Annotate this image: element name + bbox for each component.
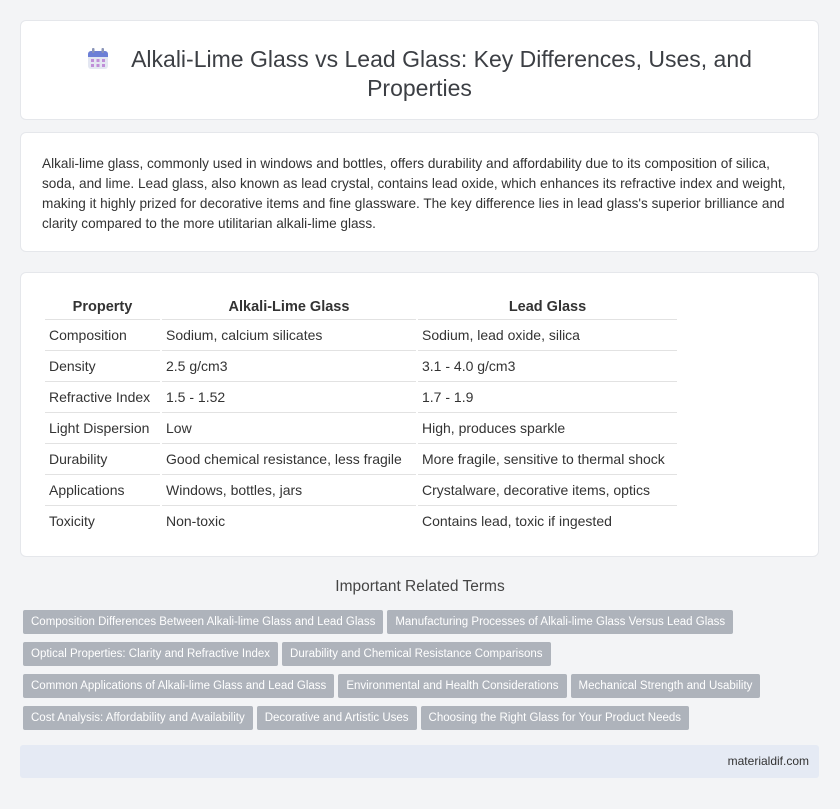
intro-card (20, 132, 819, 252)
cell-alkali-lime: Windows, bottles, jars (162, 475, 416, 506)
table-row (45, 506, 677, 536)
cell-property: Composition (45, 320, 160, 351)
footer (20, 745, 819, 778)
related-term-tag[interactable]: Durability and Chemical Resistance Comparisons (282, 642, 550, 666)
related-term-tag[interactable]: Cost Analysis: Affordability and Availability (23, 706, 253, 730)
related-term-tag[interactable]: Environmental and Health Considerations (338, 674, 566, 698)
related-terms-list (23, 610, 803, 738)
table-header-row (45, 295, 677, 320)
table-row (45, 351, 677, 382)
cell-property: Applications (45, 475, 160, 506)
related-term-tag[interactable]: Choosing the Right Glass for Your Product Needs (421, 706, 690, 730)
calendar-icon (87, 48, 109, 70)
cell-property: Durability (45, 444, 160, 475)
table-row (45, 320, 677, 351)
cell-lead-glass: Contains lead, toxic if ingested (422, 513, 612, 529)
cell-alkali-lime: 1.5 - 1.52 (162, 382, 416, 413)
table-row (45, 475, 677, 506)
cell-alkali-lime: 2.5 g/cm3 (162, 351, 416, 382)
cell-property: Refractive Index (45, 382, 160, 413)
cell-alkali-lime: Good chemical resistance, less fragile (162, 444, 416, 475)
cell-property: Light Dispersion (45, 413, 160, 444)
related-term-tag[interactable]: Mechanical Strength and Usability (571, 674, 761, 698)
header-property: Property (45, 295, 160, 320)
cell-alkali-lime: Low (162, 413, 416, 444)
comparison-card (20, 272, 819, 557)
related-terms-heading: Important Related Terms (335, 578, 505, 595)
table-row (45, 382, 677, 413)
header-card (20, 20, 819, 120)
title-line-2: Properties (367, 75, 472, 101)
related-term-tag[interactable]: Composition Differences Between Alkali-lime Glass and Lead Glass (23, 610, 383, 634)
cell-lead-glass: 1.7 - 1.9 (418, 382, 677, 413)
header-lead-glass: Lead Glass (418, 295, 677, 320)
header-alkali-lime: Alkali-Lime Glass (162, 295, 416, 320)
cell-alkali-lime: Non-toxic (166, 513, 226, 529)
related-term-tag[interactable]: Decorative and Artistic Uses (257, 706, 417, 730)
related-term-tag[interactable]: Manufacturing Processes of Alkali-lime Glass Versus Lead Glass (387, 610, 733, 634)
cell-lead-glass: Sodium, lead oxide, silica (418, 320, 677, 351)
intro-text: Alkali-lime glass, commonly used in windows and bottles, offers durability and affordability due to its composition of silica, soda, and lime. Lead glass, also known as lead crystal, contains lead oxide, which enhances its refractive index and weight, making it highly prized for decorative items and fine glassware. The key difference lies in lead glass's superior brilliance and clarity compared to the more utilitarian alkali-lime glass. (42, 156, 786, 231)
cell-property: Toxicity (49, 513, 95, 529)
related-term-tag[interactable]: Optical Properties: Clarity and Refractive Index (23, 642, 278, 666)
cell-lead-glass: Crystalware, decorative items, optics (418, 475, 677, 506)
title-line-1: Alkali-Lime Glass vs Lead Glass: Key Differences, Uses, and (131, 46, 752, 72)
cell-lead-glass: More fragile, sensitive to thermal shock (418, 444, 677, 475)
footer-site-link[interactable]: materialdif.com (727, 754, 809, 768)
comparison-table (43, 295, 679, 536)
cell-alkali-lime: Sodium, calcium silicates (162, 320, 416, 351)
page-title (21, 45, 818, 103)
related-term-tag[interactable]: Common Applications of Alkali-lime Glass and Lead Glass (23, 674, 334, 698)
cell-property: Density (45, 351, 160, 382)
table-row (45, 413, 677, 444)
cell-lead-glass: High, produces sparkle (418, 413, 677, 444)
cell-lead-glass: 3.1 - 4.0 g/cm3 (418, 351, 677, 382)
table-row (45, 444, 677, 475)
